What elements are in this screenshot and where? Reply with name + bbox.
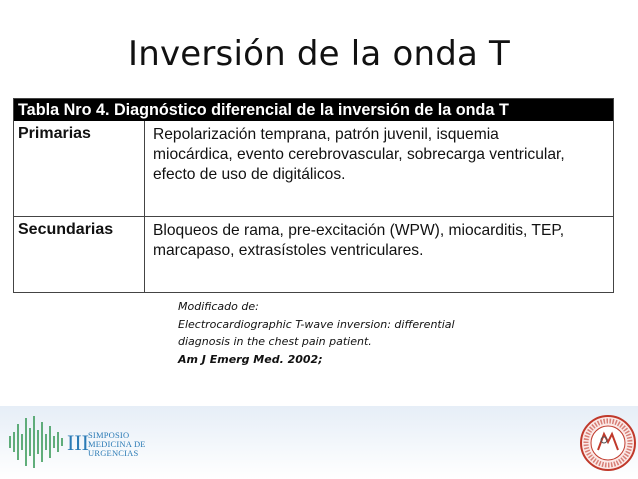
anir-seal-logo-icon xyxy=(580,410,636,476)
reference-line: diagnosis in the chest pain patient. xyxy=(178,335,372,348)
reference-journal: Am J Emerg Med. 2002; xyxy=(178,352,323,366)
table-header: Tabla Nro 4. Diagnóstico diferencial de la inversión de la onda T xyxy=(14,99,614,122)
reference-line: Electrocardiographic T-wave inversion: differential xyxy=(178,317,455,331)
symposium-name xyxy=(88,431,146,458)
row-text-line: Repolarización temprana, patrón juvenil, isquemia xyxy=(153,126,499,143)
footer-banner xyxy=(0,406,638,479)
row-text-line: miocárdica, evento cerebrovascular, sobrecarga ventricular, xyxy=(153,146,565,163)
row-label-secundarias: Secundarias xyxy=(14,217,145,293)
symposium-line: MEDICINA DE xyxy=(88,439,146,449)
table-row xyxy=(14,121,614,217)
ecg-wave-logo-icon xyxy=(8,414,66,470)
symposium-line: URGENCIAS xyxy=(88,448,139,458)
row-text-line: efecto de uso de digitálicos. xyxy=(153,166,346,183)
row-text-line: marcapaso, extrasístoles ventriculares. xyxy=(153,242,424,259)
reference-line: Modificado de: xyxy=(178,300,259,313)
symposium-number: III xyxy=(67,430,89,455)
row-label-primarias: Primarias xyxy=(14,121,145,217)
differential-diagnosis-table xyxy=(13,98,614,293)
table-row xyxy=(14,217,614,293)
row-text-line: Bloqueos de rama, pre-excitación (WPW), miocarditis, TEP, xyxy=(153,222,565,239)
row-text-primarias xyxy=(145,121,614,217)
symposium-line: SIMPOSIO xyxy=(88,430,130,440)
row-text-secundarias xyxy=(145,217,614,293)
slide-title: Inversión de la onda T xyxy=(127,34,511,74)
reference-citation xyxy=(178,298,455,368)
